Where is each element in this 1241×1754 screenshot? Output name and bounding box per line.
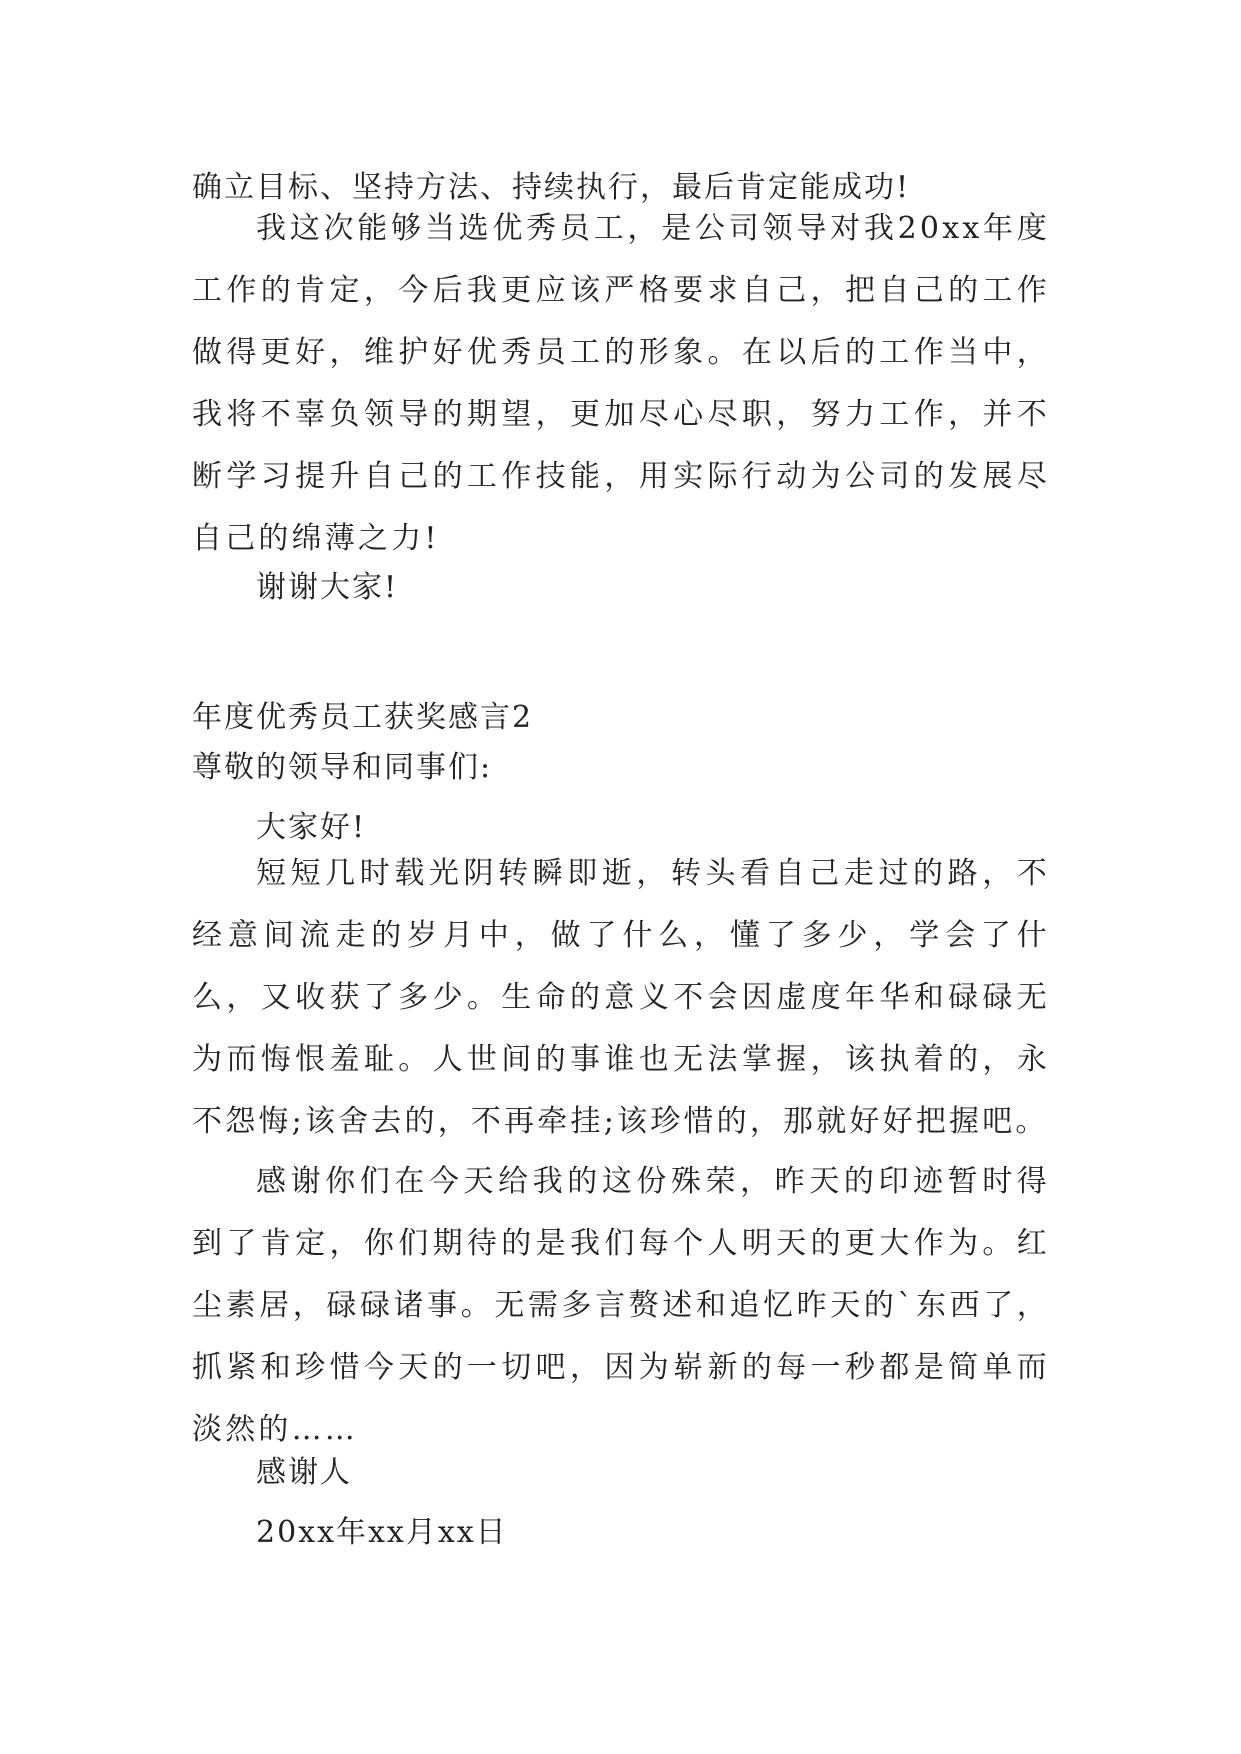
closing-line: 确立目标、坚持方法、持续执行，最后肯定能成功! <box>192 170 911 205</box>
salutation: 尊敬的领导和同事们: <box>192 750 493 785</box>
section-title: 年度优秀员工获奖感言2 <box>192 700 534 735</box>
body-paragraph: 感谢你们在今天给我的这份殊荣，昨天的印迹暂时得到了肯定，你们期待的是我们每个人明天的更大作为。红尘素居，碌碌诸事。无需多言赘述和追忆昨天的`东西了，抓紧和珍惜今天的一切吧，因为崭新的每一秒都是简单而淡然的…… <box>192 1164 1050 1447</box>
body-paragraph: 短短几时载光阴转瞬即逝，转头看自己走过的路，不经意间流走的岁月中，做了什么，懂了多少，学会了什么，又收获了多少。生命的意义不会因虚度年华和碌碌无为而悔恨羞耻。人世间的事谁也无法掌握，该执着的，永不怨悔;该舍去的，不再牵挂;该珍惜的，那就好好把握吧。 <box>192 856 1050 1139</box>
date-line: 20xx年xx月xx日 <box>256 1515 508 1550</box>
greeting: 大家好! <box>256 810 367 845</box>
body-paragraph: 我这次能够当选优秀员工，是公司领导对我20xx年度工作的肯定，今后我更应该严格要求自己，把自己的工作做得更好，维护好优秀员工的形象。在以后的工作当中，我将不辜负领导的期望，更加尽心尽职，努力工作，并不断学习提升自己的工作技能，用实际行动为公司的发展尽自己的绵薄之力! <box>192 211 1050 556</box>
thanks-line: 谢谢大家! <box>256 570 399 605</box>
signature: 感谢人 <box>256 1455 352 1490</box>
